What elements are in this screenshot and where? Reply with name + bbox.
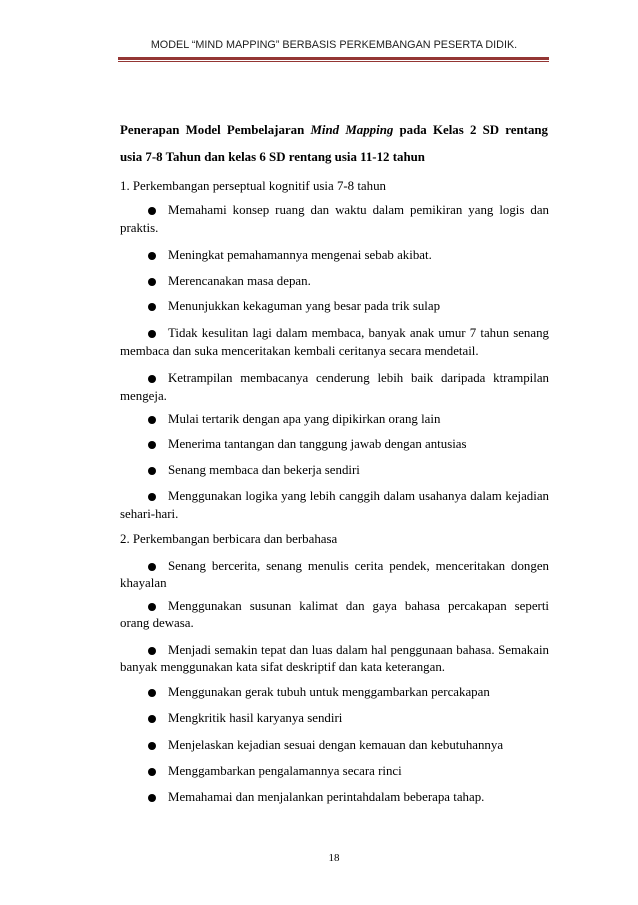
- list-item-line: Meningkat pemahamannya mengenai sebab akibat.: [168, 248, 432, 262]
- list-item-line: praktis.: [120, 221, 159, 235]
- bullet-icon: [148, 603, 156, 611]
- heading-line-1: [120, 122, 548, 138]
- heading-emphasis: Mind Mapping: [310, 123, 394, 137]
- bullet-icon: [148, 742, 156, 750]
- bullet-icon: [148, 278, 156, 286]
- bullet-icon: [148, 563, 156, 571]
- list-item-line: Menjadi semakin tepat dan luas dalam hal penggunaan bahasa. Semakain: [168, 643, 549, 657]
- list-item-line: Tidak kesulitan lagi dalam membaca, banyak anak umur 7 tahun senang: [168, 326, 549, 340]
- list-item-line: membaca dan suka menceritakan kembali ceritanya secara mendetail.: [120, 344, 479, 358]
- heading-text-before: Penerapan Model Pembelajaran: [120, 123, 311, 137]
- bullet-icon: [148, 441, 156, 449]
- heading-line-2: usia 7-8 Tahun dan kelas 6 SD rentang usia 11-12 tahun: [120, 150, 425, 164]
- list-item-line: Mengkritik hasil karyanya sendiri: [168, 711, 343, 725]
- list-item-line: Ketrampilan membacanya cenderung lebih baik daripada ktrampilan: [168, 371, 549, 385]
- header-rule: [118, 57, 549, 62]
- list-item-line: Memahami konsep ruang dan waktu dalam pemikiran yang logis dan: [168, 203, 549, 217]
- bullet-icon: [148, 647, 156, 655]
- list-item-line: mengeja.: [120, 389, 167, 403]
- bullet-icon: [148, 330, 156, 338]
- bullet-icon: [148, 252, 156, 260]
- bullet-icon: [148, 207, 156, 215]
- list-item-line: Menggambarkan pengalamannya secara rinci: [168, 764, 402, 778]
- running-header: MODEL “MIND MAPPING” BERBASIS PERKEMBANGAN PESERTA DIDIK.: [150, 39, 518, 51]
- bullet-icon: [148, 768, 156, 776]
- bullet-icon: [148, 493, 156, 501]
- page-number: 18: [328, 852, 340, 864]
- list-item-line: Menggunakan gerak tubuh untuk menggambarkan percakapan: [168, 685, 490, 699]
- bullet-icon: [148, 375, 156, 383]
- bullet-icon: [148, 303, 156, 311]
- section-title: 2. Perkembangan berbicara dan berbahasa: [120, 532, 338, 546]
- bullet-icon: [148, 467, 156, 475]
- list-item-line: orang dewasa.: [120, 616, 194, 630]
- bullet-icon: [148, 715, 156, 723]
- bullet-icon: [148, 689, 156, 697]
- list-item-line: Menerima tantangan dan tanggung jawab dengan antusias: [168, 437, 467, 451]
- list-item-line: khayalan: [120, 576, 167, 590]
- section-title: 1. Perkembangan perseptual kognitif usia 7-8 tahun: [120, 179, 386, 193]
- list-item-line: Menggunakan susunan kalimat dan gaya bahasa percakapan seperti: [168, 599, 549, 613]
- list-item-line: Menjelaskan kejadian sesuai dengan kemauan dan kebutuhannya: [168, 738, 504, 752]
- heading-text-after: pada Kelas 2 SD rentang: [393, 123, 548, 137]
- list-item-line: Merencanakan masa depan.: [168, 274, 311, 288]
- list-item-line: Senang membaca dan bekerja sendiri: [168, 463, 360, 477]
- bullet-icon: [148, 794, 156, 802]
- list-item-line: Senang bercerita, senang menulis cerita pendek, menceritakan dongen: [168, 559, 549, 573]
- list-item-line: banyak menggunakan kata sifat deskriptif dan kata keterangan.: [120, 660, 446, 674]
- list-item-line: Menggunakan logika yang lebih canggih dalam usahanya dalam kejadian: [168, 489, 549, 503]
- list-item-line: sehari-hari.: [120, 507, 179, 521]
- bullet-icon: [148, 416, 156, 424]
- list-item-line: Mulai tertarik dengan apa yang dipikirkan orang lain: [168, 412, 441, 426]
- list-item-line: Memahamai dan menjalankan perintahdalam beberapa tahap.: [168, 790, 485, 804]
- list-item-line: Menunjukkan kekaguman yang besar pada trik sulap: [168, 299, 441, 313]
